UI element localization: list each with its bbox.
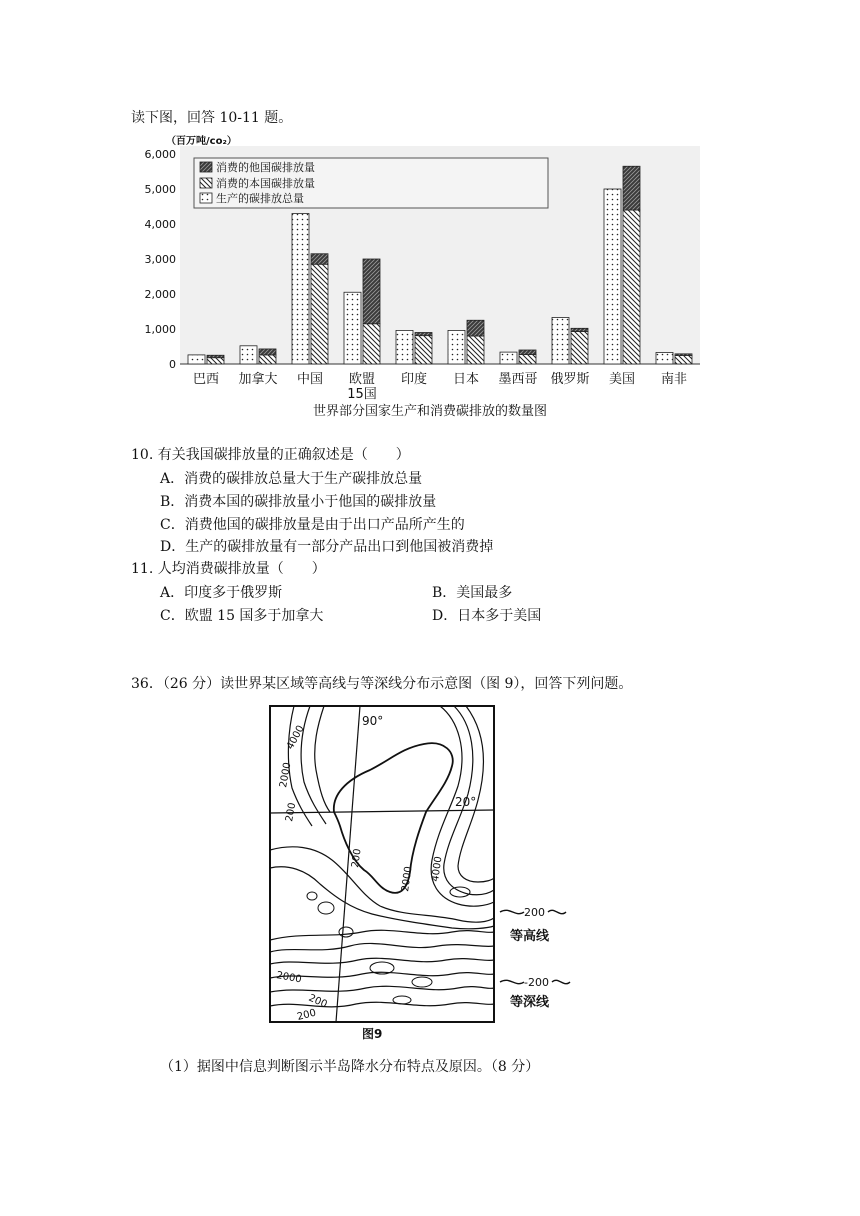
chart-legend <box>194 158 548 208</box>
question-11-option-b: B．美国最多 <box>432 585 513 601</box>
legend-depth-line <box>500 980 524 983</box>
legend-contour-line <box>500 910 524 913</box>
chart-title: 世界部分国家生产和消费碳排放的数量图 <box>312 404 548 419</box>
map-frame <box>270 706 494 1022</box>
x-category-label: 中国 <box>296 372 324 387</box>
bar-home-consumption <box>675 356 692 364</box>
question-10-option-d: D．生产的碳排放量有一部分产品出口到他国被消费掉 <box>160 539 494 555</box>
bar-other-country-consumption <box>311 254 328 265</box>
meridian-label: 90° <box>362 714 384 728</box>
bar-other-country-consumption <box>519 350 536 355</box>
bar-production <box>240 346 257 364</box>
bar-production <box>656 352 673 364</box>
x-category-label: 俄罗斯 <box>550 372 590 387</box>
question-11-stem: 11. 人均消费碳排放量（ ） <box>131 561 326 577</box>
question-10-option-c: C．消费他国的碳排放量是由于出口产品所产生的 <box>160 517 465 533</box>
bar-other-country-consumption <box>207 355 224 357</box>
carbon-emission-chart <box>130 132 710 427</box>
question-10-option-b: B．消费本国的碳排放量小于他国的碳排放量 <box>160 494 437 510</box>
x-category-label: 印度 <box>400 372 428 387</box>
map-caption: 图9 <box>362 1027 383 1041</box>
contour-label-4000-east: 4000 <box>430 855 445 883</box>
question-10-stem: 10. 有关我国碳排放量的正确叙述是（ ） <box>131 447 410 463</box>
question-36-stem: 36．（26 分）读世界某区域等高线与等深线分布示意图（图 9），回答下列问题。 <box>131 676 633 692</box>
legend-contour-line-tail <box>548 910 566 913</box>
intro-text: 读下图，回答 10-11 题。 <box>131 110 293 126</box>
x-category-label: 15国 <box>347 387 377 402</box>
bar-home-consumption <box>207 358 224 364</box>
x-category-label: 墨西哥 <box>498 372 538 387</box>
bar-other-country-consumption <box>259 349 276 355</box>
x-category-label: 美国 <box>608 372 636 387</box>
bar-production <box>344 292 361 364</box>
contour-label-4000-nw: 4000 <box>284 723 307 752</box>
bar-other-country-consumption <box>363 259 380 324</box>
y-tick-label: 4,000 <box>144 218 176 231</box>
bar-home-consumption <box>363 324 380 364</box>
bar-other-country-consumption <box>571 328 588 331</box>
y-tick-label: 5,000 <box>144 183 176 196</box>
y-tick-label: 3,000 <box>144 253 176 266</box>
x-category-label: 南非 <box>660 372 688 387</box>
question-11-option-c: C．欧盟 15 国多于加拿大 <box>160 608 324 624</box>
legend-contour-value: 200 <box>524 906 545 919</box>
x-category-label: 欧盟 <box>348 372 376 387</box>
bar-production <box>448 330 465 364</box>
contour-label-200-center: 200 <box>350 847 364 869</box>
legend-label-production: 生产的碳排放总量 <box>216 192 304 205</box>
legend-swatch-other-country <box>200 162 212 172</box>
bar-home-consumption <box>571 331 588 364</box>
bar-other-country-consumption <box>675 354 692 356</box>
x-category-label: 加拿大 <box>238 372 278 387</box>
legend-depth-label: 等深线 <box>510 995 550 1010</box>
x-axis-categories <box>193 371 687 402</box>
bar-other-country-consumption <box>415 333 432 336</box>
bar-production <box>500 352 517 364</box>
legend-swatch-production <box>200 193 212 203</box>
bar-production <box>604 189 621 364</box>
legend-contour-label: 等高线 <box>510 929 550 944</box>
contour-label-2000-sw: 2000 <box>275 970 303 986</box>
legend-label-home-country: 消费的本国碳排放量 <box>216 177 315 190</box>
legend-depth-line-tail <box>552 980 570 983</box>
bar-home-consumption <box>259 355 276 364</box>
x-category-label: 日本 <box>452 372 480 387</box>
y-tick-label: 1,000 <box>144 323 176 336</box>
bar-production <box>188 355 205 364</box>
bar-production <box>396 330 413 364</box>
contour-label-200-sw: 200 <box>306 992 329 1011</box>
parallel-label: 20° <box>455 795 477 809</box>
legend-depth-value: -200 <box>524 976 549 989</box>
bar-home-consumption <box>623 210 640 364</box>
contour-label-200-w: 200 <box>284 801 299 823</box>
question-36-sub-1: （1）据图中信息判断图示半岛降水分布特点及原因。（8 分） <box>160 1059 540 1075</box>
x-category-label: 巴西 <box>192 372 220 387</box>
contour-map-figure-9 <box>262 700 582 1045</box>
y-tick-label: 2,000 <box>144 288 176 301</box>
y-axis-unit-label: （百万吨/co₂） <box>166 136 237 147</box>
y-tick-label: 0 <box>169 358 176 371</box>
bar-production <box>552 317 569 364</box>
question-11-option-a: A．印度多于俄罗斯 <box>160 585 283 601</box>
bar-other-country-consumption <box>623 166 640 210</box>
y-tick-label: 6,000 <box>144 148 176 161</box>
bar-home-consumption <box>415 336 432 364</box>
question-11-option-d: D．日本多于美国 <box>432 608 542 624</box>
bar-other-country-consumption <box>467 320 484 336</box>
bar-home-consumption <box>311 264 328 364</box>
map-legend <box>500 906 570 1010</box>
bar-production <box>292 214 309 365</box>
bar-home-consumption <box>519 355 536 364</box>
contour-label-2000-w: 2000 <box>278 761 294 789</box>
legend-swatch-home-country <box>200 178 212 188</box>
question-10-option-a: A．消费的碳排放总量大于生产碳排放总量 <box>160 471 423 487</box>
bar-home-consumption <box>467 336 484 364</box>
contour-label-200-s: 200 <box>296 1007 318 1023</box>
contour-label-2000-east: 2000 <box>400 865 415 893</box>
legend-label-other-country: 消费的他国碳排放量 <box>216 161 315 174</box>
